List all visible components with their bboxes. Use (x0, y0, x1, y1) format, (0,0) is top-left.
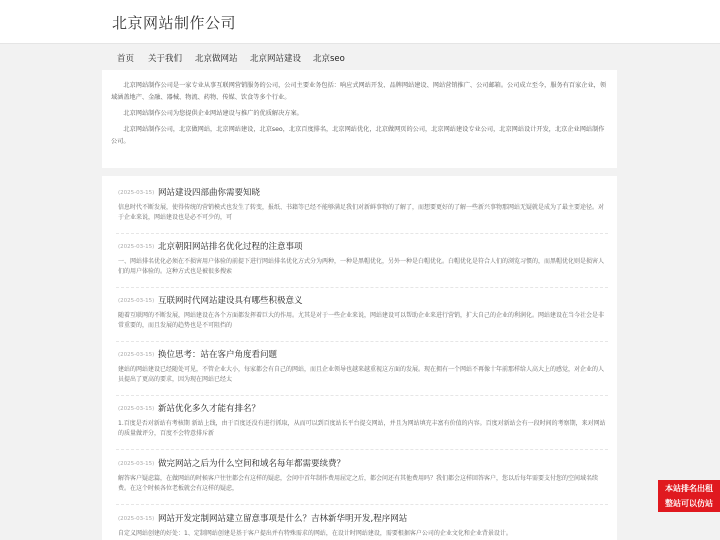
nav-item-beijing-web[interactable]: 北京做网站 (195, 54, 238, 64)
article-summary: 一、网站排名优化必须在不损害用户体验的前提下进行网站排名优化方式分为两种，一种是黑帽优化，另外一种是白帽优化。白帽优化是符合人们的浏览习惯的，而黑帽优化则是损害人们的用户体验的。这种方式也是被很多搜索 (118, 258, 605, 275)
article-summary: 随着互联网的不断发展，网站建设在各个方面都发挥着巨大的作用。尤其是对于一些企业来说，网站建设可以帮助企业来进行营销，扩大自己的企业的利润化。网站建设在当今社会是非常重要的，而且发展的趋势也是不可阻挡的 (118, 312, 605, 329)
article-date: (2025-03-15) (118, 190, 155, 196)
list-item (116, 402, 608, 450)
article-summary: 解答客户疑虑篇，在做网站的时候客户往往都会有这样的疑虑，会问中首年制作费用屈定之后，都会问还有其他费用吗？我们都会这样回答客户，您以后每年需要支付您的空间域名续费。在这个时候各位老板就会有这样的疑虑， (118, 475, 599, 492)
article-list (102, 176, 617, 540)
article-summary: 自定义网站创建的好处：1、定制网站创建是基于客户提出并有特殊需求的网站，在设计时网站建设，需要根据客户公司的企业文化和企业背景设计。 (118, 530, 512, 537)
nav-item-beijing-build[interactable]: 北京网站建设 (250, 54, 302, 64)
list-item (116, 186, 608, 234)
intro-paragraph-3: 北京网站制作公司，北京做网站，北京网站建设，北京seo，北京百度排名，北京网站优化，北京做网页的公司，北京网站建设专业公司，北京网站设计开发，北京企业网站制作公司。 (111, 126, 605, 145)
article-date: (2025-03-15) (118, 516, 155, 522)
rank-rental-badge[interactable] (658, 480, 720, 512)
list-item (116, 240, 608, 288)
article-title[interactable]: 换位思考：站在客户角度看问题 (158, 350, 278, 360)
article-title[interactable]: 新站优化多久才能有排名？ (158, 404, 261, 414)
article-title[interactable]: 互联网时代网站建设具有哪些积极意义 (158, 296, 303, 306)
article-date: (2025-03-15) (118, 461, 155, 467)
article-summary: 建站的网站建设已经随处可见，不管企业大小，每家都会有自己的网站，而且企业领导也越来越重视这方面的发展。现在拥有一个网站不再像十年前那样给人高大上的感觉，对企业的人员提出了更高的要求，因为现在网站已经太 (118, 366, 605, 383)
nav-item-about[interactable]: 关于我们 (148, 54, 183, 64)
badge-line-1: 本站排名出租 (665, 484, 713, 493)
main-nav (0, 44, 720, 72)
list-item (116, 348, 608, 396)
nav-item-home[interactable]: 首页 (117, 54, 135, 64)
list-item (116, 294, 608, 342)
article-title[interactable]: 网站开发定制网站建立留意事项是什么？吉林新华明开发,程序网站 (158, 514, 408, 524)
article-date: (2025-03-15) (118, 244, 155, 250)
list-item (116, 457, 608, 505)
intro-paragraph-2: 北京网站制作公司为您提供企业网站建设与推广的优质解决方案。 (123, 110, 303, 117)
article-title[interactable]: 北京朝阳网站排名优化过程的注意事项 (158, 242, 303, 252)
article-date: (2025-03-15) (118, 298, 155, 304)
intro-paragraph-1: 北京网站制作公司是一家专业从事互联网营销服务的公司，公司主要业务包括：响应式网站开发、品牌网站建设、网站营销推广、公司邮箱。公司成立至今，服务有百家企业，领域涵盖地产、金融、器械、物流、药物、传媒、饮食等多个行业。 (111, 82, 607, 101)
site-header (0, 0, 720, 44)
article-date: (2025-03-15) (118, 352, 155, 358)
article-summary: 信息时代不断发展，使得传统的营销模式也发生了转变，报纸、书籍等已经不能够满足我们对新鲜事物的了解了，而想要更好的了解一些新兴事物那网站无疑就是成为了最主要途径。对于企业来说，网站建设也是必不可少的，可 (118, 204, 605, 221)
badge-line-2: 整站可以仿站 (665, 499, 713, 508)
nav-item-beijing-seo[interactable]: 北京seo (313, 54, 345, 64)
list-item (116, 512, 608, 540)
article-title[interactable]: 做完网站之后为什么空间和域名每年都需要续费？ (158, 459, 346, 469)
article-summary: 1.百度是否对新站有考核期 新站上线，由于百度还没有进行抓取，从而可以到百度站长平台提交网站，并且为网站填充丰富有价值的内容。百度对新站会有一段时间的考察期，来对网站的质量做评分，百度不会特意排斥新 (118, 420, 606, 437)
article-date: (2025-03-15) (118, 406, 155, 412)
article-title[interactable]: 网站建设四部曲你需要知晓 (158, 188, 261, 198)
site-title[interactable]: 北京网站制作公司 (112, 14, 237, 32)
intro-panel (102, 70, 617, 168)
